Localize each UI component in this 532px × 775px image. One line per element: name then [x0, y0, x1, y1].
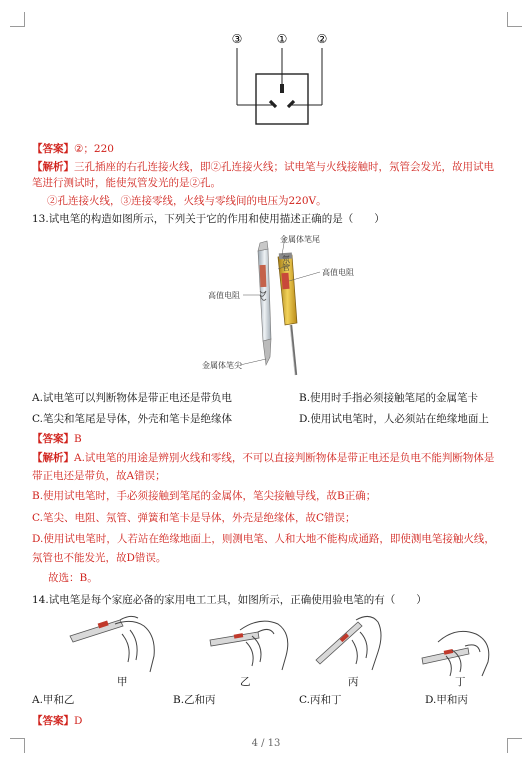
q14-caption-ding: 丁	[455, 676, 466, 688]
q14-answer-text: D	[74, 715, 83, 727]
q13-option-b: B.使用时手指必须接触笔尾的金属笔卡	[299, 392, 479, 404]
figure-ding	[422, 631, 489, 676]
q14-option-a: A.甲和乙	[32, 694, 75, 706]
cutaway-pen-illustration	[258, 241, 271, 365]
label-metal-tip: 金属体笔尖	[202, 361, 242, 370]
q14-option-b: B.乙和丙	[173, 694, 216, 706]
crop-mark-top-left	[10, 12, 25, 27]
q13-analysis-d-1: D.使用试电笔时，人若站在绝缘地面上，则测电笔、人和大地不能构成通路，即使测电笔接触火线，	[32, 533, 495, 545]
q12-answer-tag: 【答案】	[32, 143, 74, 155]
label-high-resistor-right: 高值电阻	[322, 268, 354, 277]
q13-conclusion: 故选：B。	[48, 572, 98, 584]
q12-analysis-line-1: 【解析】三孔插座的右孔连接火线，即②孔连接火线；试电笔与火线接触时，氖管会发光，故用试电	[32, 161, 494, 173]
socket-label-3: ③	[231, 32, 243, 46]
three-hole-socket-figure	[225, 28, 335, 132]
q13-answer-line: 【答案】B	[32, 433, 82, 445]
q14-caption-bing: 丙	[348, 676, 359, 688]
label-high-resistor-left: 高值电阻	[208, 291, 240, 300]
q12-answer-text: ②；220	[74, 143, 114, 155]
q14-stem: 14.试电笔是每个家庭必备的家用电工工具，如图所示，正确使用验电笔的有（ ）	[32, 594, 427, 606]
q13-stem: 13.试电笔的构造如图所示，下列关于它的作用和使用描述正确的是（ ）	[32, 213, 385, 225]
q14-option-d: D.甲和丙	[425, 694, 468, 706]
label-neon-tube: 氖管	[281, 255, 291, 271]
q14-answer-line: 【答案】D	[32, 715, 83, 727]
figure-yi	[210, 621, 288, 670]
q13-analysis-b: B.使用试电笔时，手必须接触到笔尾的金属体，笔尖接触导线，故B正确；	[32, 490, 377, 502]
q13-analysis-c: C.笔尖、电阻、氖管、弹簧和笔卡是导体，外壳是绝缘体，故C错误；	[32, 512, 356, 524]
q12-answer-line	[32, 141, 507, 157]
figure-jia	[70, 616, 154, 672]
q13-analysis-d-2: 氖管也不能发光，故D错误。	[32, 552, 167, 564]
q12-analysis-line-2: 笔进行测试时，能使氖管发光的是②孔。	[32, 177, 221, 189]
q12-analysis-tag: 【解析】	[32, 161, 74, 173]
q13-option-c: C.笔尖和笔尾是导体，外壳和笔卡是绝缘体	[32, 413, 232, 425]
crop-mark-top-right	[507, 12, 522, 27]
q13-analysis-line-1: 【解析】A.试电笔的用途是辨别火线和零线，不可以直接判断物体是带正电还是负电不能判断物体是	[32, 452, 495, 464]
q14-caption-yi: 乙	[240, 676, 251, 688]
page-number: 4 / 13	[251, 738, 281, 749]
label-metal-tail: 金属体笔尾	[280, 235, 320, 244]
q14-option-c: C.丙和丁	[299, 694, 342, 706]
q13-analysis-line-2: 带正电还是带负，故A错误；	[32, 470, 166, 482]
test-pen-structure-figure	[200, 229, 380, 379]
q13-option-a: A.试电笔可以判断物体是带正电还是带负电	[32, 392, 232, 404]
q12-analysis-line-3: ②孔连接火线，③连接零线，火线与零线间的电压为220V。	[47, 195, 327, 207]
socket-label-1: ①	[276, 32, 288, 46]
q13-option-d: D.使用试电笔时，人必须站在绝缘地面上	[299, 413, 489, 425]
q13-answer-text: B	[74, 433, 82, 445]
q14-caption-jia: 甲	[117, 676, 128, 688]
figure-bing	[316, 616, 381, 670]
socket-label-2: ②	[316, 32, 328, 46]
